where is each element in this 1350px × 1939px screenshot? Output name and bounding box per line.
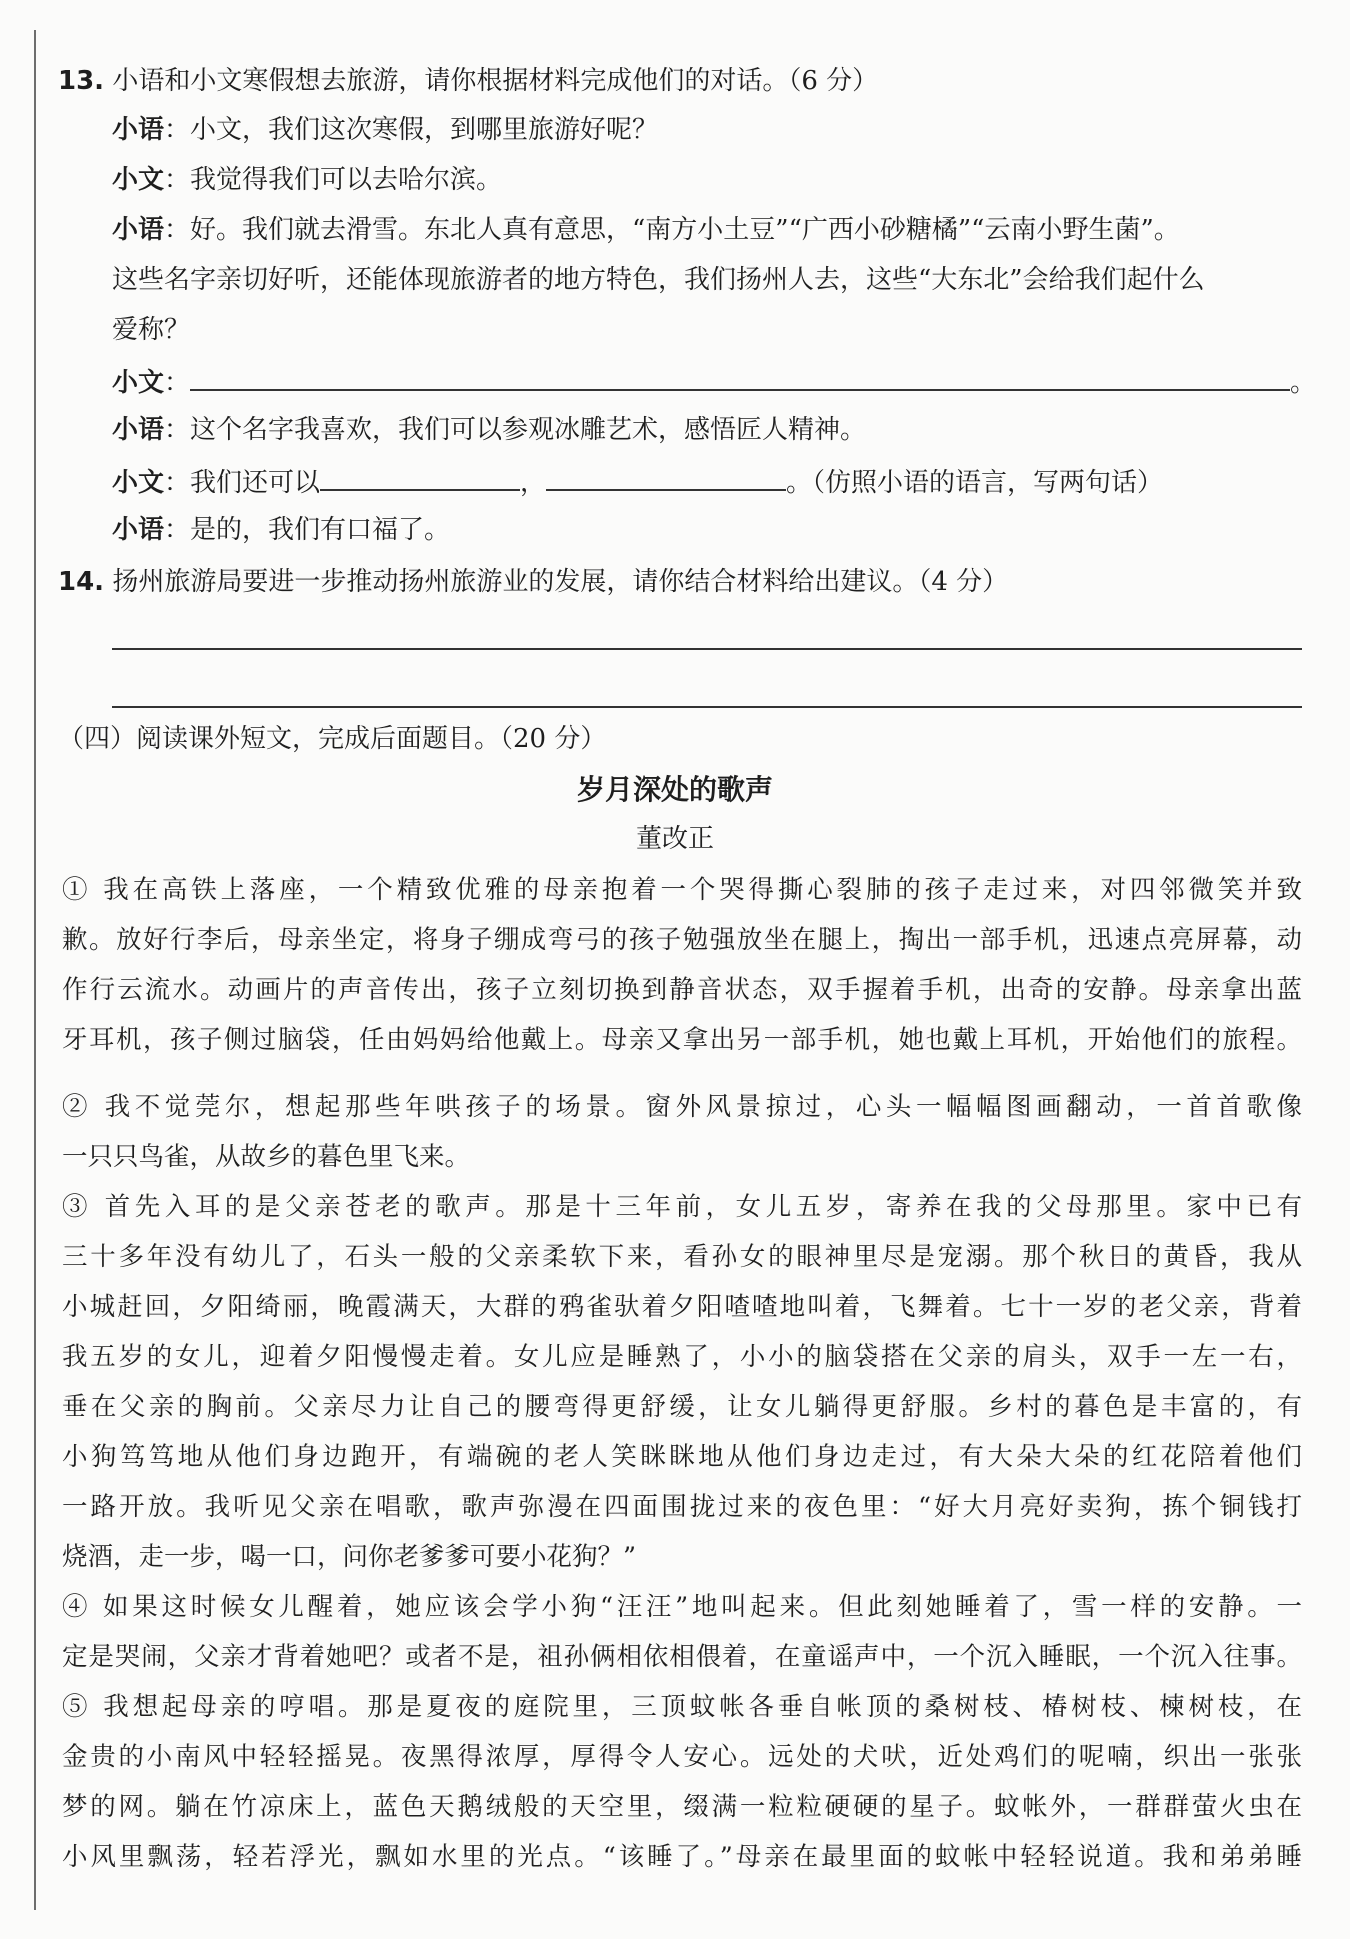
paragraph-line: 牙耳机，孩子侧过脑袋，任由妈妈给他戴上。母亲又拿出另一部手机，她也戴上耳机，开始他们的旅程。	[62, 1025, 1302, 1055]
paragraph-line: 金贵的小南风中轻轻摇晃。夜黑得浓厚，厚得令人安心。远处的犬吠，近处鸡们的呢喃，织出一张张	[62, 1742, 1302, 1772]
dialogue-line-4	[112, 363, 1316, 400]
answer-blank-2[interactable]	[546, 463, 786, 491]
dialogue-text: ：是的，我们有口福了。	[164, 515, 451, 545]
paragraph-line: 三十多年没有幼儿了，石头一般的父亲柔软下来，看孙女的眼神里尽是宠溺。那个秋日的黄昏，我从	[62, 1242, 1302, 1272]
question-13-number: 13.	[58, 66, 105, 96]
paragraph-line: 小狗笃笃地从他们身边跑开，有端碗的老人笑眯眯地从他们身边走过，有大朵大朵的红花陪着他们	[62, 1442, 1302, 1472]
dialogue-text: ：小文，我们这次寒假，到哪里旅游好呢？	[164, 115, 659, 145]
article-title: 岁月深处的歌声	[576, 773, 773, 806]
paragraph-line: 定是哭闹，父亲才背着她吧？或者不是，祖孙俩相依相偎着，在童谣声中，一个沉入睡眠，一个沉入往事。	[62, 1642, 1302, 1672]
paragraph-line: 作行云流水。动画片的声音传出，孩子立刻切换到静音状态，双手握着手机，出奇的安静。母亲拿出蓝	[62, 975, 1302, 1005]
paragraph-line: 我五岁的女儿，迎着夕阳慢慢走着。女儿应是睡熟了，小小的脑袋搭在父亲的肩头，双手一左一右，	[62, 1342, 1302, 1372]
dialogue-text: ，	[520, 468, 547, 498]
dialogue-text: ：好。我们就去滑雪。东北人真有意思，“南方小土豆”“广西小砂糖橘”“云南小野生菌”。	[164, 215, 1180, 245]
dialogue-line-2	[112, 163, 502, 197]
dialogue-line-3	[112, 213, 1180, 247]
speaker-label: 小语	[112, 115, 165, 145]
dialogue-line-6	[112, 463, 1163, 500]
dialogue-line-3-end: 爱称？	[112, 315, 191, 345]
paragraph-line: ④ 如果这时候女儿醒着，她应该会学小狗“汪汪”地叫起来。但此刻她睡着了，雪一样的安静。一	[62, 1592, 1302, 1622]
dialogue-line-1	[112, 113, 658, 147]
article-author: 董改正	[635, 824, 714, 854]
paragraph-line: ⑤ 我想起母亲的哼唱。那是夏夜的庭院里，三顶蚊帐各垂自帐顶的桑树枝、椿树枝、楝树枝，在	[62, 1692, 1302, 1722]
dialogue-text: 。	[1290, 368, 1317, 398]
paragraph-line: 梦的网。躺在竹凉床上，蓝色天鹅绒般的天空里，缀满一粒粒硬硬的星子。蚊帐外，一群群萤火虫在	[62, 1792, 1302, 1822]
dialogue-line-3-cont: 这些名字亲切好听，还能体现旅游者的地方特色，我们扬州人去，这些“大东北”会给我们起什么	[112, 265, 1205, 295]
speaker-label: 小语	[112, 415, 165, 445]
answer-blank-nickname[interactable]	[190, 363, 1290, 391]
question-13-text: 小语和小文寒假想去旅游，请你根据材料完成他们的对话。（6 分）	[112, 66, 879, 96]
speaker-label: 小文	[112, 165, 165, 195]
paragraph-line: 歉。放好行李后，母亲坐定，将身子绷成弯弓的孩子勉强放坐在腿上，掏出一部手机，迅速点亮屏幕，动	[62, 925, 1302, 955]
paragraph-line: 烧酒，走一步，喝一口，问你老爹爹可要小花狗？”	[62, 1542, 637, 1572]
answer-line-1[interactable]	[112, 648, 1302, 650]
dialogue-line-5	[112, 413, 866, 447]
dialogue-text: ：我们还可以	[164, 468, 321, 498]
answer-line-2[interactable]	[112, 706, 1302, 708]
dialogue-text: 。（仿照小语的语言，写两句话）	[786, 468, 1164, 498]
question-14-number: 14.	[58, 567, 105, 597]
dialogue-line-7	[112, 513, 450, 547]
speaker-label: 小语	[112, 515, 165, 545]
question-13	[58, 64, 878, 98]
paragraph-line: 小城赶回，夕阳绮丽，晚霞满天，大群的鸦雀驮着夕阳喳喳地叫着，飞舞着。七十一岁的老父亲，背着	[62, 1292, 1302, 1322]
paragraph-line: 一只只鸟雀，从故乡的暮色里飞来。	[62, 1142, 471, 1172]
paragraph-line: 一路开放。我听见父亲在唱歌，歌声弥漫在四面围拢过来的夜色里：“好大月亮好卖狗，拣个铜钱打	[62, 1492, 1302, 1522]
dialogue-text: ：我觉得我们可以去哈尔滨。	[164, 165, 503, 195]
speaker-label: 小文	[112, 368, 165, 398]
paragraph-line: ① 我在高铁上落座，一个精致优雅的母亲抱着一个哭得撕心裂肺的孩子走过来，对四邻微笑并致	[62, 875, 1302, 905]
dialogue-text: ：	[164, 368, 191, 398]
paragraph-line: ② 我不觉莞尔，想起那些年哄孩子的场景。窗外风景掠过，心头一幅幅图画翻动，一首首歌像	[62, 1092, 1302, 1122]
left-margin-rule	[34, 30, 36, 1910]
paragraph-line: 垂在父亲的胸前。父亲尽力让自己的腰弯得更舒缓，让女儿躺得更舒服。乡村的暮色是丰富的，有	[62, 1392, 1302, 1422]
speaker-label: 小文	[112, 468, 165, 498]
answer-blank-1[interactable]	[320, 463, 520, 491]
speaker-label: 小语	[112, 215, 165, 245]
section-heading: （四）阅读课外短文，完成后面题目。（20 分）	[58, 724, 607, 754]
question-14-text: 扬州旅游局要进一步推动扬州旅游业的发展，请你结合材料给出建议。（4 分）	[112, 567, 1009, 597]
paragraph-line: ③ 首先入耳的是父亲苍老的歌声。那是十三年前，女儿五岁，寄养在我的父母那里。家中已有	[62, 1192, 1302, 1222]
question-14	[58, 565, 1008, 599]
dialogue-text: ：这个名字我喜欢，我们可以参观冰雕艺术，感悟匠人精神。	[164, 415, 867, 445]
paragraph-line: 小风里飘荡，轻若浮光，飘如水里的光点。“该睡了。”母亲在最里面的蚊帐中轻轻说道。我和弟弟睡	[62, 1842, 1302, 1872]
